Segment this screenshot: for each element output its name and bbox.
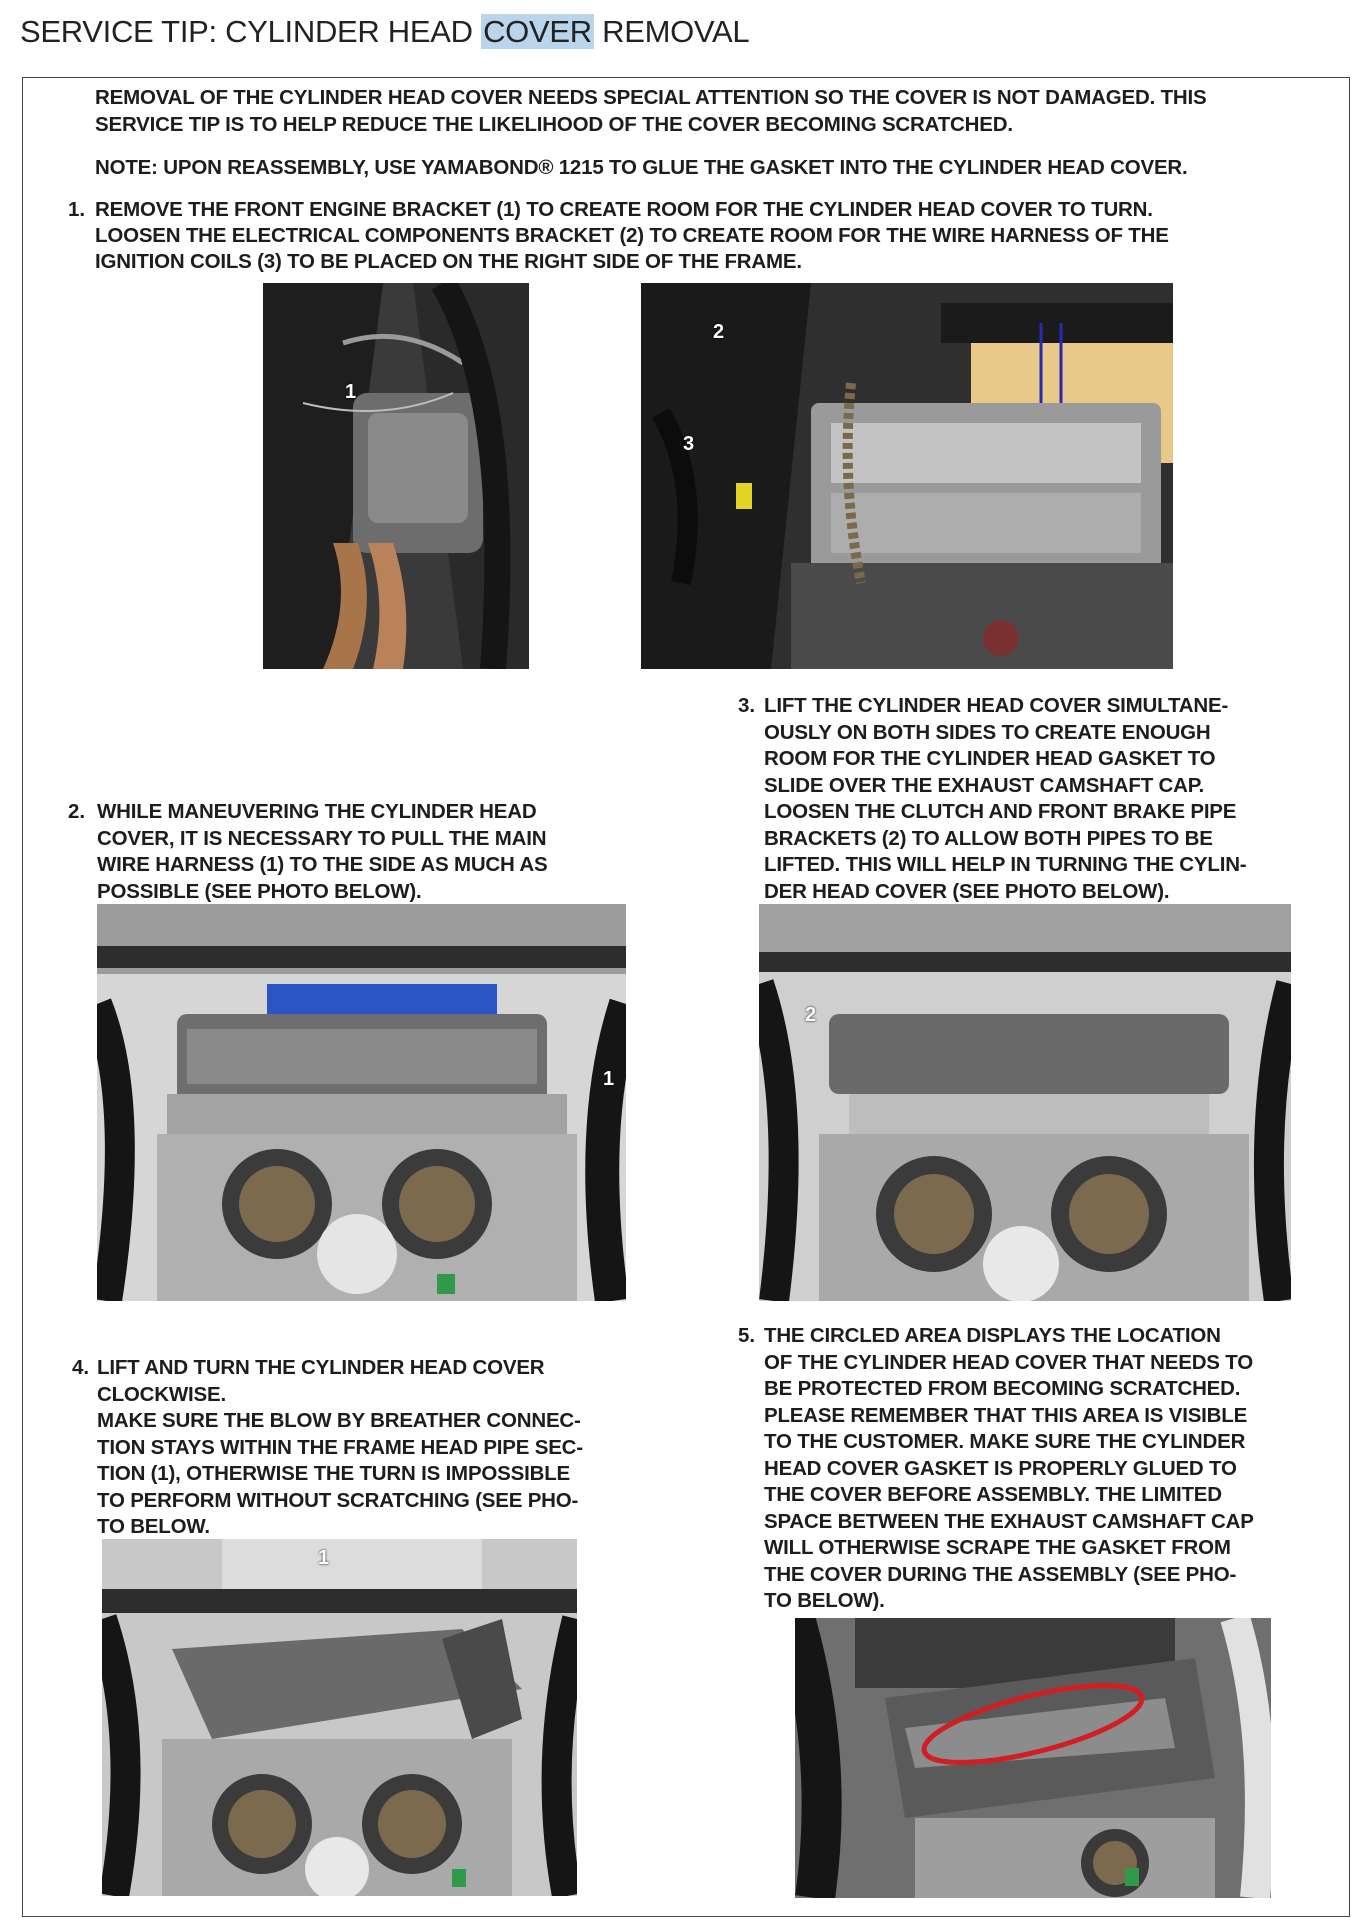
step-2-line-4: POSSIBLE (SEE PHOTO BELOW). bbox=[97, 879, 422, 903]
step-1-number: 1. bbox=[68, 198, 86, 221]
step-5-line-1: THE CIRCLED AREA DISPLAYS THE LOCATION bbox=[764, 1324, 1221, 1347]
intro-line-1: REMOVAL OF THE CYLINDER HEAD COVER NEEDS SPECIAL ATTENTION SO THE COVER IS NOT DAMAGED. THIS bbox=[95, 86, 1207, 109]
step-4-line-7: TO BELOW. bbox=[97, 1515, 210, 1538]
step-5-line-3: BE PROTECTED FROM BECOMING SCRATCHED. bbox=[764, 1377, 1241, 1400]
callout-label: 2 bbox=[713, 321, 725, 343]
step-3-line-7: LIFTED. THIS WILL HELP IN TURNING THE CYLIN- bbox=[764, 853, 1247, 876]
step-3-line-1: LIFT THE CYLINDER HEAD COVER SIMULTANE- bbox=[764, 694, 1229, 717]
step-5-line-7: THE COVER BEFORE ASSEMBLY. THE LIMITED bbox=[764, 1483, 1222, 1506]
step-2-line-1: WHILE MANEUVERING THE CYLINDER HEAD bbox=[97, 800, 537, 823]
title-suffix: REMOVAL bbox=[593, 14, 750, 49]
step-1-line-3: IGNITION COILS (3) TO BE PLACED ON THE RIGHT SIDE OF THE FRAME. bbox=[95, 250, 802, 273]
step-4-line-1: LIFT AND TURN THE CYLINDER HEAD COVER bbox=[97, 1356, 545, 1379]
photo-electrical-bracket bbox=[641, 283, 1173, 669]
photo-brake-pipe-brackets bbox=[759, 904, 1291, 1301]
step-5-line-8: SPACE BETWEEN THE EXHAUST CAMSHAFT CAP bbox=[764, 1509, 1254, 1533]
step-3-line-3: ROOM FOR THE CYLINDER HEAD GASKET TO bbox=[764, 747, 1216, 770]
step-5-line-6: HEAD COVER GASKET IS PROPERLY GLUED TO bbox=[764, 1456, 1237, 1480]
step-3-line-8: DER HEAD COVER (SEE PHOTO BELOW). bbox=[764, 879, 1170, 903]
step-5-line-9: WILL OTHERWISE SCRAPE THE GASKET FROM bbox=[764, 1536, 1231, 1559]
step-4-line-5: TION (1), OTHERWISE THE TURN IS IMPOSSIBLE bbox=[97, 1462, 570, 1485]
intro-line-2: SERVICE TIP IS TO HELP REDUCE THE LIKELIHOOD OF THE COVER BECOMING SCRATCHED. bbox=[95, 113, 1013, 136]
step-1-line-2: LOOSEN THE ELECTRICAL COMPONENTS BRACKET (2) TO CREATE ROOM FOR THE WIRE HARNESS OF THE bbox=[95, 224, 1169, 247]
step-3-text bbox=[764, 693, 1291, 905]
step-5-line-10: THE COVER DURING THE ASSEMBLY (SEE PHO- bbox=[764, 1562, 1237, 1586]
step-4-line-6: TO PERFORM WITHOUT SCRATCHING (SEE PHO- bbox=[97, 1488, 579, 1512]
step-4-line-4: TION STAYS WITHIN THE FRAME HEAD PIPE SEC- bbox=[97, 1435, 583, 1459]
step-3-line-5: LOOSEN THE CLUTCH AND FRONT BRAKE PIPE bbox=[764, 800, 1237, 823]
step-5-line-2: OF THE CYLINDER HEAD COVER THAT NEEDS TO bbox=[764, 1350, 1253, 1374]
step-4-line-3: MAKE SURE THE BLOW BY BREATHER CONNEC- bbox=[97, 1409, 581, 1432]
step-4-text bbox=[97, 1355, 626, 1541]
photo-circled-area bbox=[795, 1618, 1271, 1898]
step-5-line-5: TO THE CUSTOMER. MAKE SURE THE CYLINDER bbox=[764, 1430, 1246, 1453]
step-5-text bbox=[764, 1323, 1293, 1615]
step-5-number: 5. bbox=[738, 1324, 756, 1347]
callout-label: 1 bbox=[345, 381, 357, 403]
step-2-number: 2. bbox=[68, 800, 86, 823]
step-5-line-4: PLEASE REMEMBER THAT THIS AREA IS VISIBLE bbox=[764, 1403, 1248, 1427]
callout-label: 3 bbox=[683, 433, 695, 455]
step-2-line-3: WIRE HARNESS (1) TO THE SIDE AS MUCH AS bbox=[97, 853, 548, 876]
step-2-text bbox=[97, 799, 626, 905]
callout-label: 2 bbox=[805, 1004, 817, 1026]
photo-main-harness bbox=[97, 904, 626, 1301]
step-3-line-6: BRACKETS (2) TO ALLOW BOTH PIPES TO BE bbox=[764, 826, 1213, 850]
step-5-line-11: TO BELOW). bbox=[764, 1589, 885, 1612]
callout-label: 1 bbox=[318, 1547, 330, 1569]
page-title bbox=[20, 14, 749, 50]
step-2-line-2: COVER, IT IS NECESSARY TO PULL THE MAIN bbox=[97, 826, 547, 850]
step-3-line-2: OUSLY ON BOTH SIDES TO CREATE ENOUGH bbox=[764, 720, 1211, 744]
step-3-number: 3. bbox=[738, 694, 756, 717]
step-1-line-1: REMOVE THE FRONT ENGINE BRACKET (1) TO CREATE ROOM FOR THE CYLINDER HEAD COVER TO TURN. bbox=[95, 198, 1153, 221]
step-4-line-2: CLOCKWISE. bbox=[97, 1382, 226, 1406]
photo-breather-connection bbox=[102, 1539, 577, 1896]
step-4-number: 4. bbox=[72, 1356, 90, 1379]
step-3-line-4: SLIDE OVER THE EXHAUST CAMSHAFT CAP. bbox=[764, 773, 1205, 797]
callout-label: 1 bbox=[603, 1068, 615, 1090]
intro-note: NOTE: UPON REASSEMBLY, USE YAMABOND® 1215 TO GLUE THE GASKET INTO THE CYLINDER HEAD COVER. bbox=[95, 156, 1188, 179]
photo-front-engine-bracket bbox=[263, 283, 529, 669]
title-prefix: SERVICE TIP: CYLINDER HEAD bbox=[20, 14, 482, 49]
title-highlight: COVER bbox=[483, 14, 592, 49]
